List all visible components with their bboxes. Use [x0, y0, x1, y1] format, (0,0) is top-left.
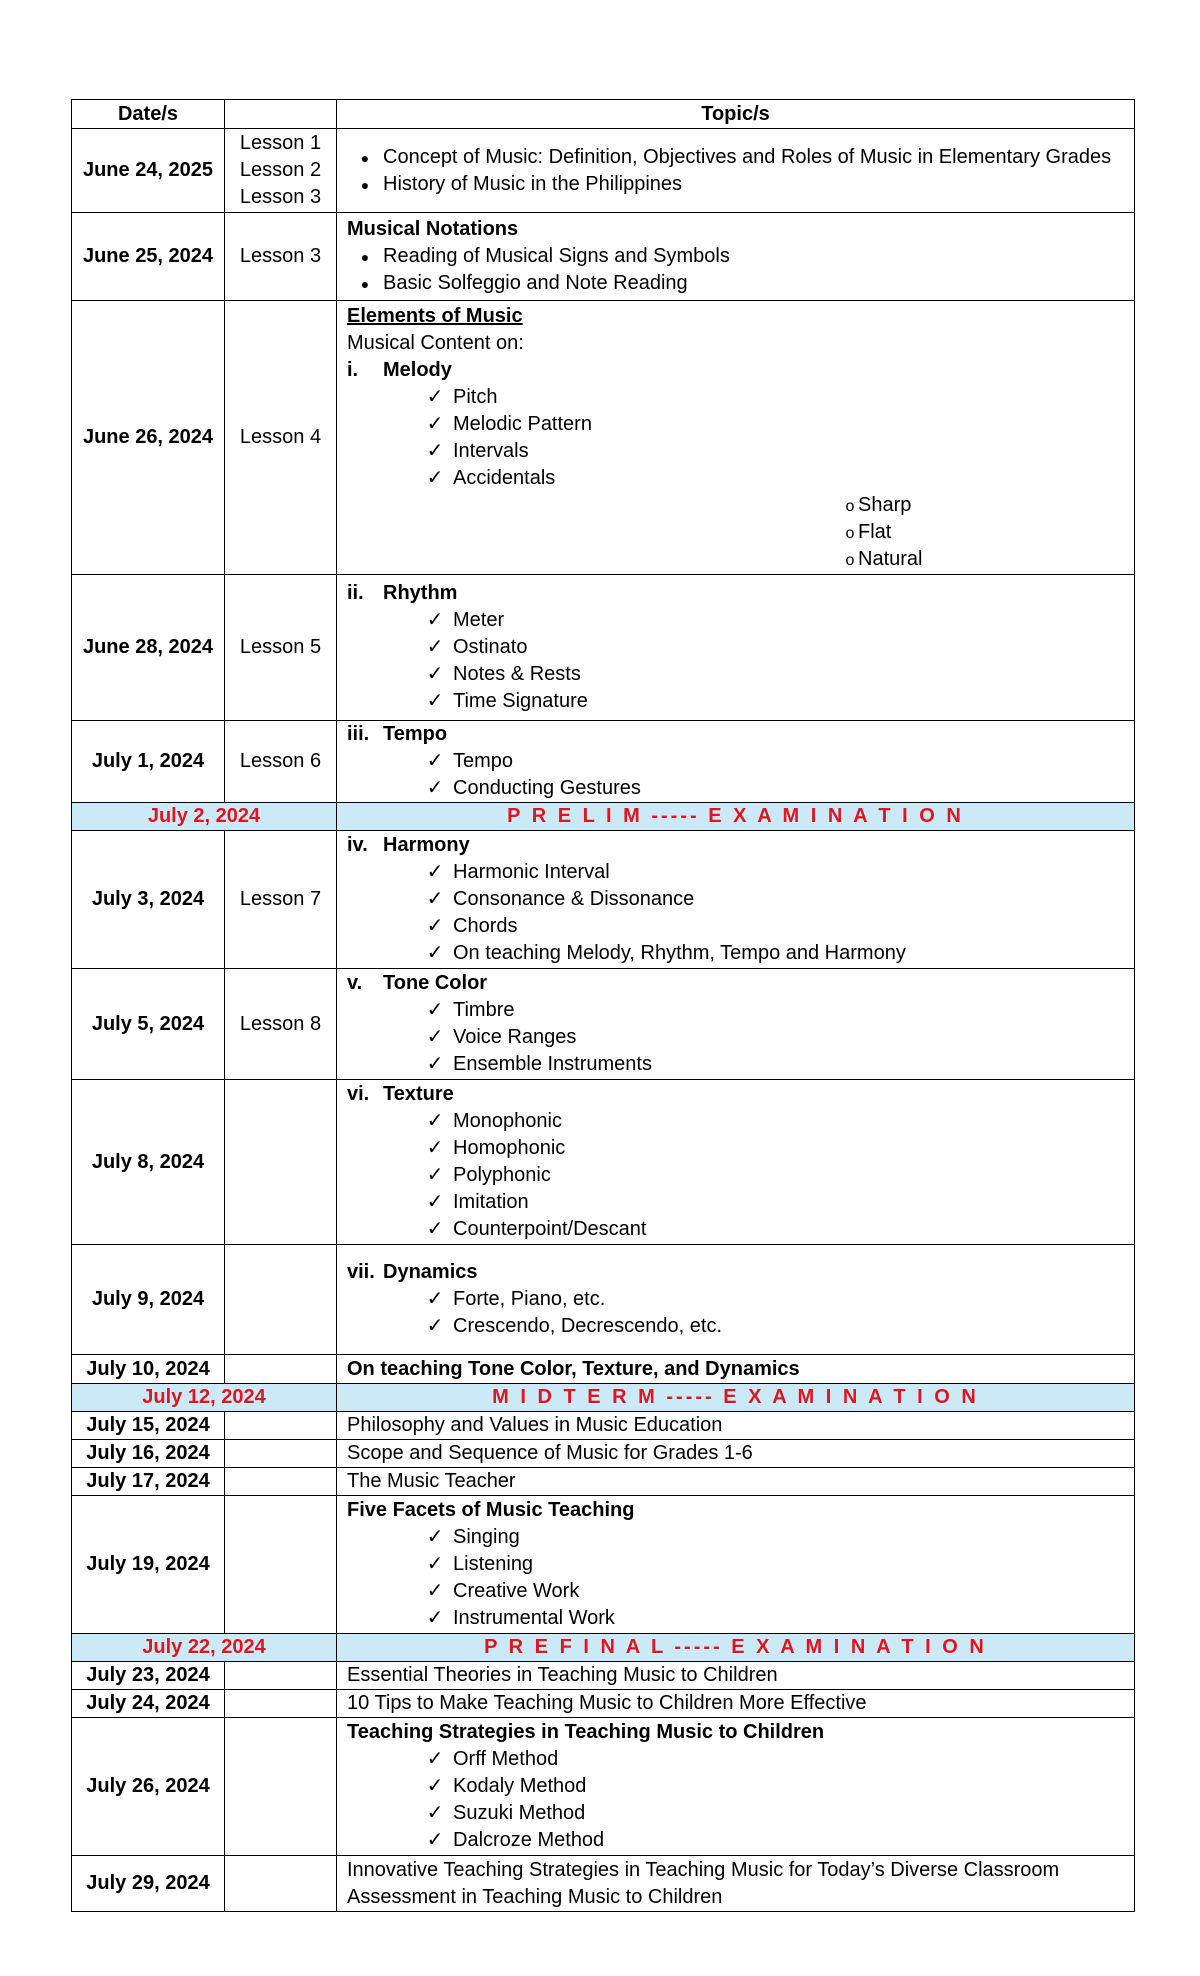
checklist-item	[347, 913, 1134, 940]
row-date: July 10, 2024	[72, 1355, 225, 1384]
checkmark-icon: ✓	[426, 690, 444, 712]
row-date: July 9, 2024	[72, 1245, 225, 1355]
checklist-item	[347, 859, 1134, 886]
exam-title: P R E F I N A L ----- E X A M I N A T I O N	[337, 1634, 1135, 1662]
roman-numeral: vii.	[347, 1261, 375, 1283]
bullet-item	[347, 144, 1134, 171]
row-date: June 24, 2025	[72, 129, 225, 213]
row-topic	[337, 721, 1135, 803]
row-lesson	[225, 1496, 337, 1634]
bullet-text: Reading of Musical Signs and Symbols	[383, 245, 730, 267]
row-topic	[337, 1245, 1135, 1355]
row-lesson	[225, 1662, 337, 1690]
row-lesson	[225, 1718, 337, 1856]
checklist-item	[347, 1286, 1134, 1313]
sub-item	[347, 546, 1134, 573]
schedule-row	[72, 213, 1135, 301]
checklist-text: Harmonic Interval	[453, 861, 610, 883]
section-title	[347, 1259, 1134, 1286]
checklist-item	[347, 661, 1134, 688]
checklist-text: Crescendo, Decrescendo, etc.	[453, 1315, 723, 1337]
row-lesson	[225, 1355, 337, 1384]
checklist-text: Ostinato	[453, 636, 528, 658]
checklist-item	[347, 1773, 1134, 1800]
bullet-text: Concept of Music: Definition, Objectives and Roles of Music in Elementary Grades	[383, 145, 1112, 168]
schedule-row	[72, 1412, 1135, 1440]
section-title	[347, 721, 1134, 748]
row-date: June 26, 2024	[72, 301, 225, 575]
bullet-icon: ●	[360, 249, 370, 265]
checklist-item	[347, 1108, 1134, 1135]
sub-item-text: Flat	[858, 520, 892, 543]
schedule-body	[72, 129, 1135, 1912]
checklist-text: Creative Work	[453, 1580, 580, 1602]
roman-numeral: vi.	[347, 1083, 370, 1105]
sub-item	[347, 519, 1134, 546]
checkmark-icon: ✓	[426, 1110, 444, 1132]
checklist-item	[347, 607, 1134, 634]
checklist-text: Tempo	[453, 750, 514, 772]
topic-heading: Five Facets of Music Teaching	[347, 1499, 635, 1521]
checklist-item	[347, 1189, 1134, 1216]
checklist-item	[347, 775, 1134, 802]
checklist-item	[347, 1551, 1134, 1578]
checkmark-icon: ✓	[426, 1315, 444, 1337]
checklist-text: Time Signature	[453, 690, 588, 712]
lesson-column-header	[225, 100, 337, 129]
row-topic	[337, 1468, 1135, 1496]
checkmark-icon: ✓	[426, 636, 444, 658]
checkmark-icon: ✓	[426, 1026, 444, 1048]
topic-column-header: Topic/s	[337, 100, 1135, 129]
checkmark-icon: ✓	[426, 609, 444, 631]
checklist-text: Timbre	[453, 999, 515, 1021]
row-topic	[337, 1496, 1135, 1634]
row-date: July 3, 2024	[72, 831, 225, 969]
row-lesson: Lesson 4	[225, 301, 337, 575]
bullet-item	[347, 270, 1134, 297]
schedule-page	[71, 99, 1134, 1912]
schedule-row	[72, 1662, 1135, 1690]
checkmark-icon: ✓	[426, 915, 444, 937]
checkmark-icon: ✓	[426, 1288, 444, 1310]
checklist-text: Monophonic	[453, 1110, 562, 1132]
row-date: July 1, 2024	[72, 721, 225, 803]
row-topic	[337, 575, 1135, 721]
lesson-label: Lesson 2	[239, 159, 322, 181]
checkmark-icon: ✓	[426, 1775, 444, 1797]
row-lesson: Lesson 8	[225, 969, 337, 1080]
row-topic	[337, 1690, 1135, 1718]
checkmark-icon: ✓	[426, 439, 444, 462]
checklist-item	[347, 997, 1134, 1024]
row-date: June 25, 2024	[72, 213, 225, 301]
row-date: June 28, 2024	[72, 575, 225, 721]
checklist-text: Melodic Pattern	[453, 412, 592, 435]
schedule-row	[72, 1440, 1135, 1468]
checkmark-icon: ✓	[426, 1191, 444, 1213]
checkmark-icon: ✓	[426, 1526, 444, 1548]
topic-text: The Music Teacher	[347, 1470, 516, 1492]
checklist-item	[347, 465, 1134, 492]
checklist-text: Counterpoint/Descant	[453, 1218, 647, 1240]
checklist-item	[347, 1746, 1134, 1773]
checklist-item	[347, 1578, 1134, 1605]
row-date: July 5, 2024	[72, 969, 225, 1080]
section-name: Melody	[383, 358, 452, 381]
bullet-item	[347, 171, 1134, 198]
checklist-item	[347, 688, 1134, 715]
checklist-text: Voice Ranges	[453, 1026, 577, 1048]
checklist-item	[347, 384, 1134, 411]
checklist-text: Intervals	[453, 439, 529, 462]
roman-numeral: i.	[347, 358, 359, 381]
checklist-item	[347, 1024, 1134, 1051]
row-lesson	[225, 1468, 337, 1496]
checklist-text: Listening	[453, 1553, 534, 1575]
checkmark-icon: ✓	[426, 1829, 444, 1851]
checkmark-icon: ✓	[426, 1607, 444, 1629]
lesson-label: Lesson 3	[239, 186, 322, 208]
row-date: July 24, 2024	[72, 1690, 225, 1718]
checklist-text: Conducting Gestures	[453, 777, 641, 799]
sub-item-text: Natural	[858, 547, 923, 570]
checklist-text: On teaching Melody, Rhythm, Tempo and Harmony	[453, 942, 906, 964]
roman-numeral: iv.	[347, 834, 368, 856]
row-lesson	[225, 1245, 337, 1355]
checklist-item	[347, 1800, 1134, 1827]
checklist-item	[347, 1313, 1134, 1340]
exam-date: July 12, 2024	[72, 1384, 337, 1412]
topic-text: Assessment in Teaching Music to Children	[347, 1885, 723, 1908]
checklist-item	[347, 1135, 1134, 1162]
checkmark-icon: ✓	[426, 1053, 444, 1075]
checklist-item	[347, 411, 1134, 438]
exam-date: July 2, 2024	[72, 803, 337, 831]
circle-bullet-icon: o	[845, 551, 855, 569]
topic-text: Innovative Teaching Strategies in Teaching Music for Today’s Diverse Classroom	[347, 1858, 1060, 1881]
checklist-text: Orff Method	[453, 1748, 559, 1770]
checklist-text: Meter	[453, 609, 505, 631]
circle-bullet-icon: o	[845, 497, 855, 515]
row-topic	[337, 969, 1135, 1080]
checklist-text: Notes & Rests	[453, 663, 581, 685]
checkmark-icon: ✓	[426, 1218, 444, 1240]
checklist-text: Forte, Piano, etc.	[453, 1288, 606, 1310]
checkmark-icon: ✓	[426, 385, 444, 408]
date-column-header: Date/s	[72, 100, 225, 129]
schedule-row	[72, 721, 1135, 803]
schedule-row	[72, 969, 1135, 1080]
checklist-item	[347, 1524, 1134, 1551]
table-header-row	[72, 100, 1135, 129]
row-topic	[337, 213, 1135, 301]
checklist-text: Ensemble Instruments	[453, 1053, 652, 1075]
checklist-item	[347, 1827, 1134, 1854]
sub-item	[347, 492, 1134, 519]
section-name: Harmony	[383, 834, 470, 856]
checkmark-icon: ✓	[426, 777, 444, 799]
row-topic	[337, 1440, 1135, 1468]
schedule-table	[71, 99, 1135, 1912]
topic-heading: Teaching Strategies in Teaching Music to Children	[347, 1721, 825, 1743]
row-lesson	[225, 1856, 337, 1912]
checkmark-icon: ✓	[426, 412, 444, 435]
section-title	[347, 580, 1134, 607]
schedule-row	[72, 575, 1135, 721]
row-topic	[337, 301, 1135, 575]
checkmark-icon: ✓	[426, 1802, 444, 1824]
row-topic	[337, 1718, 1135, 1856]
checkmark-icon: ✓	[426, 1580, 444, 1602]
checklist-text: Kodaly Method	[453, 1775, 587, 1797]
section-title	[347, 832, 1134, 859]
checklist-text: Instrumental Work	[453, 1607, 615, 1629]
row-lesson: Lesson 3	[225, 213, 337, 301]
exam-title: M I D T E R M ----- E X A M I N A T I O N	[337, 1384, 1135, 1412]
topic-heading: Elements of Music	[347, 304, 523, 327]
checkmark-icon: ✓	[426, 888, 444, 910]
topic-text: 10 Tips to Make Teaching Music to Children More Effective	[347, 1692, 867, 1714]
checklist-item	[347, 748, 1134, 775]
row-lesson	[225, 129, 337, 213]
row-topic	[337, 1355, 1135, 1384]
topic-text: Essential Theories in Teaching Music to Children	[347, 1664, 778, 1686]
row-date: July 29, 2024	[72, 1856, 225, 1912]
section-name: Rhythm	[383, 582, 458, 604]
row-topic	[337, 831, 1135, 969]
row-topic	[337, 1080, 1135, 1245]
schedule-row	[72, 301, 1135, 575]
checkmark-icon: ✓	[426, 1164, 444, 1186]
schedule-row	[72, 1468, 1135, 1496]
checklist-text: Suzuki Method	[453, 1802, 586, 1824]
bullet-icon: ●	[360, 176, 370, 193]
exam-row	[72, 803, 1135, 831]
topic-subheading: Musical Content on:	[347, 331, 524, 354]
schedule-row	[72, 1718, 1135, 1856]
checklist-text: Chords	[453, 915, 518, 937]
section-title	[347, 1081, 1134, 1108]
row-lesson	[225, 1690, 337, 1718]
checklist-item	[347, 1216, 1134, 1243]
row-date: July 26, 2024	[72, 1718, 225, 1856]
schedule-row	[72, 1080, 1135, 1245]
row-date: July 15, 2024	[72, 1412, 225, 1440]
roman-numeral: v.	[347, 972, 363, 994]
checklist-text: Singing	[453, 1526, 520, 1548]
roman-numeral: ii.	[347, 582, 364, 604]
exam-row	[72, 1384, 1135, 1412]
row-topic	[337, 1662, 1135, 1690]
schedule-row	[72, 1245, 1135, 1355]
schedule-row	[72, 1355, 1135, 1384]
schedule-row	[72, 129, 1135, 213]
checklist-item	[347, 634, 1134, 661]
bullet-text: Basic Solfeggio and Note Reading	[383, 272, 688, 294]
checkmark-icon: ✓	[426, 466, 444, 489]
topic-text: Scope and Sequence of Music for Grades 1-6	[347, 1442, 753, 1464]
row-lesson: Lesson 5	[225, 575, 337, 721]
checklist-text: Pitch	[453, 385, 498, 408]
section-title	[347, 357, 1134, 384]
checklist-text: Accidentals	[453, 466, 556, 489]
checklist-item	[347, 886, 1134, 913]
row-date: July 23, 2024	[72, 1662, 225, 1690]
checkmark-icon: ✓	[426, 750, 444, 772]
checkmark-icon: ✓	[426, 942, 444, 964]
topic-heading: Musical Notations	[347, 218, 519, 240]
row-date: July 17, 2024	[72, 1468, 225, 1496]
checklist-text: Imitation	[453, 1191, 529, 1213]
section-name: Tone Color	[383, 972, 488, 994]
row-date: July 16, 2024	[72, 1440, 225, 1468]
row-lesson: Lesson 6	[225, 721, 337, 803]
checklist-text: Consonance & Dissonance	[453, 888, 695, 910]
section-name: Tempo	[383, 723, 448, 745]
checkmark-icon: ✓	[426, 663, 444, 685]
row-topic	[337, 1856, 1135, 1912]
topic-text: Philosophy and Values in Music Education	[347, 1414, 723, 1436]
row-topic	[337, 1412, 1135, 1440]
section-name: Texture	[383, 1083, 454, 1105]
bullet-text: History of Music in the Philippines	[383, 172, 683, 195]
checkmark-icon: ✓	[426, 1553, 444, 1575]
section-name: Dynamics	[383, 1261, 478, 1283]
checklist-text: Polyphonic	[453, 1164, 551, 1186]
schedule-row	[72, 1496, 1135, 1634]
row-lesson	[225, 1080, 337, 1245]
checklist-item	[347, 940, 1134, 967]
checklist-text: Dalcroze Method	[453, 1829, 605, 1851]
checklist-item	[347, 1051, 1134, 1078]
schedule-row	[72, 1690, 1135, 1718]
schedule-row	[72, 831, 1135, 969]
row-date: July 19, 2024	[72, 1496, 225, 1634]
exam-row	[72, 1634, 1135, 1662]
bullet-item	[347, 243, 1134, 270]
schedule-row	[72, 1856, 1135, 1912]
checkmark-icon: ✓	[426, 1137, 444, 1159]
exam-title: P R E L I M ----- E X A M I N A T I O N	[337, 803, 1135, 831]
row-date: July 8, 2024	[72, 1080, 225, 1245]
checklist-text: Homophonic	[453, 1137, 566, 1159]
roman-numeral: iii.	[347, 723, 370, 745]
lesson-label: Lesson 1	[239, 132, 322, 154]
checkmark-icon: ✓	[426, 999, 444, 1021]
row-lesson	[225, 1412, 337, 1440]
sub-item-text: Sharp	[858, 493, 912, 516]
topic-heading: On teaching Tone Color, Texture, and Dynamics	[347, 1357, 800, 1380]
checklist-item	[347, 1162, 1134, 1189]
row-lesson	[225, 1440, 337, 1468]
checkmark-icon: ✓	[426, 861, 444, 883]
exam-date: July 22, 2024	[72, 1634, 337, 1662]
bullet-icon: ●	[360, 149, 370, 166]
circle-bullet-icon: o	[845, 524, 855, 542]
checkmark-icon: ✓	[426, 1748, 444, 1770]
checklist-item	[347, 438, 1134, 465]
checklist-item	[347, 1605, 1134, 1632]
section-title	[347, 970, 1134, 997]
bullet-icon: ●	[360, 276, 370, 292]
row-lesson: Lesson 7	[225, 831, 337, 969]
row-topic	[337, 129, 1135, 213]
